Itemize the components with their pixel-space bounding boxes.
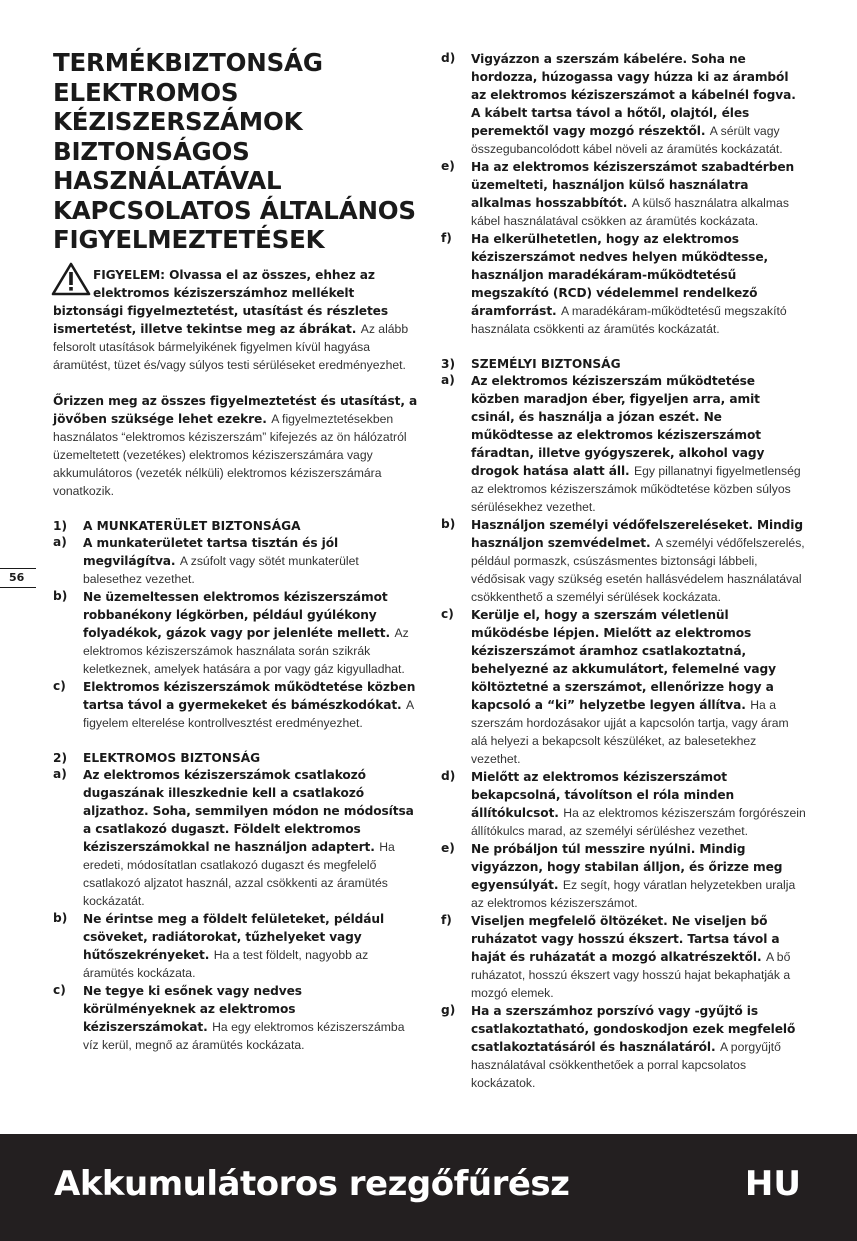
section-personal-safety — [441, 356, 806, 1092]
item-letter: b) — [53, 588, 68, 603]
item-text: A maradékáram-működtetésű megszakító használata csökkenti az áramütés kockázatát. — [471, 304, 787, 336]
list-item — [53, 534, 418, 588]
item-text: A sérült vagy összegubancolódott kábel növeli az áramütés kockázatát. — [471, 124, 783, 156]
list-item — [441, 1002, 806, 1092]
item-text: Ha egy elektromos kéziszerszámba víz kerül, megnő az áramütés kockázata. — [83, 1019, 405, 1052]
item-bold-text: Elektromos kéziszerszámok működtetése közben tartsa távol a gyermekeket és bámészkodókat. — [83, 679, 416, 712]
list-item — [441, 840, 806, 912]
item-bold-text: Az elektromos kéziszerszámok csatlakozó dugaszának illeszkednie kell a csatlakozó aljzathoz. Soha, semmilyen módon ne módosítsa a csatlakozó dugaszt. Földelt elektromos kéziszerszámokkal ne használjon adaptert. — [83, 767, 414, 854]
item-letter: e) — [441, 159, 455, 173]
item-text: A bő ruházatot, hosszú ékszert vagy hosszú hajat bekaphatják a mozgó elemek. — [471, 950, 791, 1000]
section-heading — [53, 518, 418, 534]
item-letter: c) — [441, 607, 454, 621]
keep-instructions-block — [53, 392, 418, 500]
item-letter: g) — [441, 1003, 456, 1017]
list-item — [441, 50, 806, 158]
item-text: Ha a test földelt, nagyobb az áramütés kockázata. — [83, 947, 369, 980]
item-letter: b) — [441, 517, 456, 531]
item-letter: a) — [53, 534, 67, 549]
item-letter: c) — [53, 678, 66, 693]
keep-text: A figyelmeztetésekben használatos “elektromos kéziszerszám” kifejezés az ön hálózatról üzemeltetett (vezetékes) elektromos kéziszerszámára vagy akkumulátoros (vezeték nélküli) elektromos kéziszerszámára vonatkozik. — [53, 411, 407, 498]
section-electrical-continued — [441, 50, 806, 338]
item-letter: a) — [441, 373, 455, 387]
item-text: Ez segít, hogy váratlan helyzetekben uralja az elektromos kéziszerszámot. — [471, 878, 796, 910]
page-number: 56 — [0, 568, 36, 588]
item-letter: b) — [53, 910, 68, 925]
item-bold-text: Ha az elektromos kéziszerszámot szabadtérben üzemelteti, használjon külső használatra alkalmas hosszabbítót. — [471, 160, 795, 210]
list-item — [53, 588, 418, 678]
item-bold-text: Ne tegye ki esőnek vagy nedves körülményeknek az elektromos kéziszerszámokat. — [83, 983, 302, 1034]
item-letter: d) — [441, 769, 456, 783]
item-bold-text: Ha elkerülhetetlen, hogy az elektromos kéziszerszámot nedves helyen működtesse, használjon maradékáram-működtetésű megszakító (RCD) védelemmel rendelkező áramforrást. — [471, 232, 769, 318]
section-heading — [441, 356, 806, 372]
product-title: Akkumulátoros rezgőfűrész — [54, 1164, 570, 1204]
left-column — [53, 48, 418, 1054]
list-item — [441, 912, 806, 1002]
list-item — [441, 768, 806, 840]
warning-block — [53, 266, 418, 374]
item-bold-text: Használjon személyi védőfelszereléseket. Mindig használjon szemvédelmet. — [471, 518, 803, 550]
item-letter: d) — [441, 51, 456, 65]
list-item — [441, 158, 806, 230]
list-item — [441, 372, 806, 516]
item-bold-text: Viseljen megfelelő öltözéket. Ne viseljen bő ruházatot vagy hosszú ékszert. Tartsa távol a haját és ruházatát a mozgó alkatrészektől. — [471, 914, 780, 964]
list-item — [441, 516, 806, 606]
item-bold-text: Ne üzemeltessen elektromos kéziszerszámot robbanékony légkörben, például gyúlékony folyadékok, gázok vagy por jelenléte mellett. — [83, 589, 391, 640]
item-bold-text: Ne próbáljon túl messzire nyúlni. Mindig vigyázzon, hogy stabilan álljon, és őrizze meg egyensúlyát. — [471, 842, 783, 892]
section-number: 2) — [53, 750, 68, 765]
item-text: A zsúfolt vagy sötét munkaterület balesethez vezethet. — [83, 553, 359, 586]
section-number: 1) — [53, 518, 68, 533]
item-bold-text: Kerülje el, hogy a szerszám véletlenül működésbe lépjen. Mielőtt az elektromos kéziszerszámot áramhoz csatlakoztatná, behelyezné az akkumulátort, felemelné vagy költöztetné a szerszámot, ellenőrizze hogy a kapcsoló a “ki” helyzetbe legyen állítva. — [471, 608, 776, 712]
item-letter: f) — [441, 231, 452, 245]
item-bold-text: Vigyázzon a szerszám kábelére. Soha ne hordozza, húzogassa vagy húzza ki az áramból az elektromos kéziszerszámot a kábelnél fogva. A kábelt tartsa távol a hőtől, olajtól, éles peremektől vagy mozgó részektől. — [471, 52, 796, 138]
section-title: SZEMÉLYI BIZTONSÁG — [471, 357, 621, 371]
warning-bold-text: FIGYELEM: Olvassa el az összes, ehhez az elektromos kéziszerszámhoz mellékelt biztonsági figyelmeztetést, utasítást és részletes ismertetést, illetve tekintse meg az ábrákat. — [53, 267, 388, 336]
item-text: A figyelem elterelése kontrollvesztést eredményezhet. — [83, 697, 414, 730]
list-item — [53, 910, 418, 982]
item-bold-text: Ha a szerszámhoz porszívó vagy -gyűjtő is csatlakoztatható, gondoskodjon ezek megfelelő csatlakoztatásáról és használatáról. — [471, 1004, 796, 1054]
item-text: Egy pillanatnyi figyelmetlenség az elektromos kéziszerszámok működtetése közben súlyos sérülésekhez vezethet. — [471, 464, 801, 514]
warning-triangle-icon — [51, 262, 91, 296]
warning-text: Az alább felsorolt utasítások bármelyikének figyelmen kívül hagyása áramütést, tüzet és/vagy súlyos testi sérüléseket eredményezhet. — [53, 321, 409, 372]
item-text: Ha az elektromos kéziszerszám forgórészein állítókulcs marad, az személyi sérüléshez vezethet. — [471, 806, 806, 838]
item-bold-text: Az elektromos kéziszerszám működtetése közben maradjon éber, figyeljen arra, amit csinál, és használja a józan eszét. Ne működtesse az elektromos kéziszerszámot fáradtan, illetve gyógyszerek, alkohol vagy drogok hatása alatt áll. — [471, 374, 765, 478]
item-letter: a) — [53, 766, 67, 781]
list-item — [53, 678, 418, 732]
section-electrical — [53, 750, 418, 1054]
item-text: A személyi védőfelszerelés, például pormaszk, csúszásmentes biztonsági lábbeli, védősisak vagy szükség esetén hallásvédelem használatával csökkenthető a személyi sérülések kockázata. — [471, 536, 805, 604]
item-bold-text: Ne érintse meg a földelt felületeket, például csöveket, radiátorokat, tűzhelyeket vagy hűtőszekrényeket. — [83, 911, 385, 962]
list-item — [441, 230, 806, 338]
right-column — [441, 50, 806, 1092]
item-text: Az elektromos kéziszerszámok használata során szikrák keletkeznek, amelyek hatására a por vagy gáz kigyulladhat. — [83, 625, 409, 676]
list-item — [53, 766, 418, 910]
section-number: 3) — [441, 357, 456, 371]
section-work-area — [53, 518, 418, 732]
item-text: A külső használatra alkalmas kábel használatával csökken az áramütés kockázata. — [471, 196, 789, 228]
list-item — [53, 982, 418, 1054]
item-bold-text: Mielőtt az elektromos kéziszerszámot bekapcsolná, távolítson el róla minden állítókulcsot. — [471, 770, 735, 820]
item-letter: c) — [53, 982, 66, 997]
section-title: A MUNKATERÜLET BIZTONSÁGA — [83, 518, 301, 533]
item-letter: e) — [441, 841, 455, 855]
list-item — [441, 606, 806, 768]
footer-bar — [0, 1134, 857, 1241]
page-title: TERMÉKBIZTONSÁG ELEKTROMOS KÉZISZERSZÁMOK BIZTONSÁGOS HASZNÁLATÁVAL KAPCSOLATOS ÁLTALÁNOS FIGYELMEZTETÉSEK — [53, 48, 416, 254]
keep-bold-text: Őrizzen meg az összes figyelmeztetést és utasítást, a jövőben szüksége lehet ezekre. — [53, 393, 418, 426]
item-bold-text: A munkaterületet tartsa tisztán és jól megvilágítva. — [83, 535, 339, 568]
item-text: Ha a szerszám hordozásakor ujját a kapcsolón tartja, vagy áram alá helyezi a bekapcsolt készüléket, az balesetekhez vezethet. — [471, 698, 789, 766]
item-letter: f) — [441, 913, 452, 927]
section-heading — [53, 750, 418, 766]
item-text: A porgyűjtő használatával csökkenthetőek a porral kapcsolatos kockázatok. — [471, 1040, 781, 1090]
language-code: HU — [744, 1164, 801, 1204]
section-title: ELEKTROMOS BIZTONSÁG — [83, 750, 261, 765]
item-text: Ha eredeti, módosítatlan csatlakozó dugaszt és megfelelő csatlakozó aljzatot használ, azzal csökkenti az áramütés kockázatát. — [83, 839, 395, 908]
